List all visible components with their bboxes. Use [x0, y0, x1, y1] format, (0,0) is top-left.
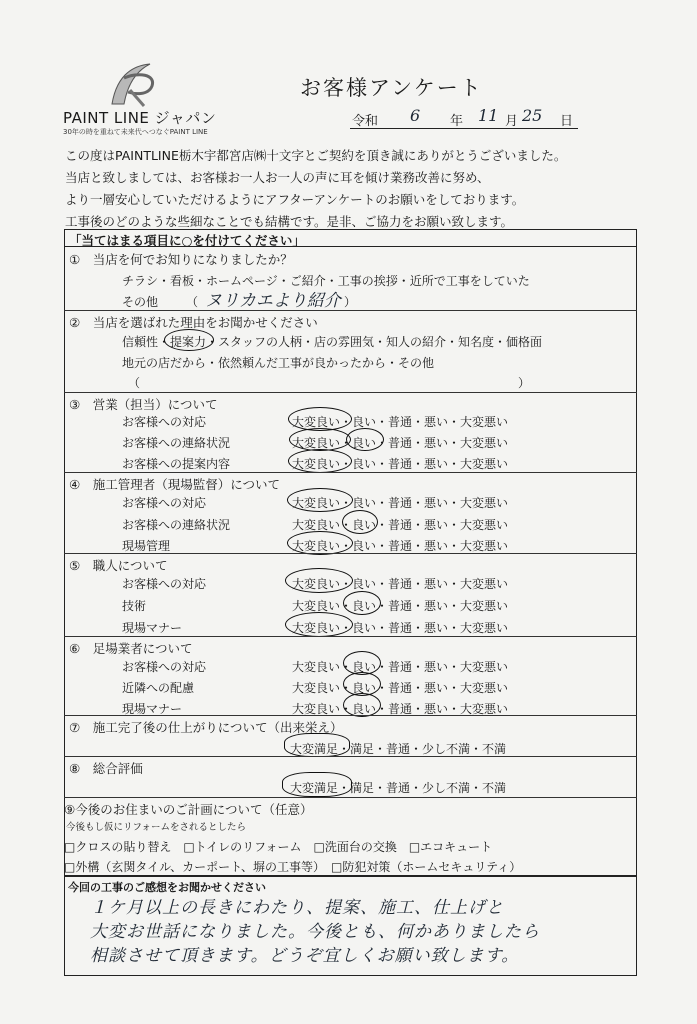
q6-item-2: 近隣への配慮 [122, 681, 195, 695]
q1-other-label: その他 [122, 295, 159, 309]
q6-item-3: 現場マナー [122, 702, 183, 716]
selection-circle [287, 531, 353, 555]
selection-circle [282, 772, 352, 797]
comment-line-1: １ケ月以上の長きにわたり、提案、施工、仕上げと [90, 898, 504, 918]
paintline-logo-mark-icon [98, 60, 160, 110]
comment-line-3: 相談させて頂きます。どうぞ宜しくお願い致します。 [90, 946, 520, 966]
q7-title: ⑦ 施工完了後の仕上がりについて（出来栄え） [69, 720, 343, 735]
q4-item-3: 現場管理 [122, 539, 171, 553]
date-day: 25 [522, 106, 543, 125]
q4-title: ④ 施工管理者（現場監督）について [69, 477, 280, 492]
q2-options-2: 地元の店だから・依然頼んだ工事が良かったから・その他 [122, 356, 435, 370]
q5-item-1: お客様への対応 [122, 577, 207, 591]
q9-title: ⑨今後のお住まいのご計画について（任意） [64, 802, 313, 817]
page-title: お客様アンケート [300, 76, 483, 100]
comment-line-2: 大変お世話になりました。今後とも、何かありましたら [90, 922, 540, 942]
q3-item-3: お客様への提案内容 [122, 457, 231, 471]
divider [64, 797, 637, 798]
q4-rating-1: 大変良い・良い・普通・悪い・大変悪い [292, 496, 509, 510]
date-year: 6 [410, 106, 421, 125]
q2-options-1: 信頼性・提案力・スタッフの人柄・店の雰囲気・知人の紹介・知名度・価格面 [122, 335, 543, 349]
q8-title: ⑧ 総合評価 [69, 761, 143, 776]
divider [64, 715, 637, 716]
q9-options-row-1[interactable]: □クロスの貼り替え □トイレのリフォーム □洗面台の交換 □エコキュート [64, 840, 493, 854]
selection-circle [288, 449, 352, 473]
divider [64, 472, 637, 473]
q3-item-1: お客様への対応 [122, 415, 207, 429]
q3-rating-1: 大変良い・良い・普通・悪い・大変悪い [292, 415, 509, 429]
selection-circle [289, 428, 351, 451]
q2-title: ② 当店を選ばれた理由をお聞かせください [69, 315, 318, 330]
selection-circle [342, 510, 378, 534]
q5-rating-3: 大変良い・良い・普通・悪い・大変悪い [292, 621, 509, 635]
divider [64, 392, 637, 393]
date-era: 令和 [352, 114, 379, 129]
q3-title: ③ 営業（担当）について [69, 397, 218, 412]
date-line [350, 108, 578, 129]
q3-item-2: お客様への連絡状況 [122, 436, 231, 450]
q2-open-paren: （ [128, 376, 141, 390]
selection-circle [285, 568, 353, 593]
date-day-unit: 日 [560, 114, 574, 129]
selection-circle [287, 488, 353, 512]
q9-options-row-2[interactable]: □外構（玄関タイル、カーポート、塀の工事等） □防犯対策（ホームセキュリティ） [64, 860, 522, 874]
q6-rating-2: 大変良い・良い・普通・悪い・大変悪い [292, 681, 509, 695]
divider [64, 553, 637, 554]
q4-item-2: お客様への連絡状況 [122, 518, 231, 532]
q2-close-paren: ） [518, 376, 531, 390]
selection-circle [164, 329, 214, 351]
q6-item-1: お客様への対応 [122, 660, 207, 674]
instruction-header: 「当てはまる項目に○を付けてください」 [64, 229, 637, 246]
selection-circle [346, 428, 384, 451]
divider [64, 310, 637, 311]
q4-rating-2: 大変良い・良い・普通・悪い・大変悪い [292, 518, 509, 532]
intro-line-4: 工事後のどのような些細なことでも結構です。是非、ご協力をお願い致します。 [65, 214, 514, 229]
date-year-unit: 年 [450, 114, 464, 129]
q4-rating-3: 大変良い・良い・普通・悪い・大変悪い [292, 539, 509, 553]
q5-item-2: 技術 [122, 599, 147, 613]
q6-rating-3: 大変良い・良い・普通・悪い・大変悪い [292, 702, 509, 716]
q8-scale: 大変満足・満足・普通・少し不満・不満 [290, 781, 507, 795]
divider [64, 756, 637, 757]
q5-rating-1: 大変良い・良い・普通・悪い・大変悪い [292, 577, 509, 591]
q1-open-paren: （ [186, 295, 199, 309]
date-month: 11 [478, 106, 499, 125]
q3-rating-2: 大変良い・良い・普通・悪い・大変悪い [292, 436, 509, 450]
q9-subtitle: 今後もし仮にリフォームをされるとしたら [66, 822, 247, 833]
q6-title: ⑥ 足場業者について [69, 641, 193, 656]
selection-circle [284, 733, 350, 757]
q1-other-value: ヌリカエより紹介 [205, 291, 341, 311]
logo-tagline: 30年の時を重ねて未来代へつなぐPAINT LINE [63, 128, 208, 136]
intro-line-2: 当店と致しましては、お客様お一人お一人の声に耳を傾け業務改善に努め、 [65, 170, 490, 185]
q5-item-3: 現場マナー [122, 621, 183, 635]
q3-rating-3: 大変良い・良い・普通・悪い・大変悪い [292, 457, 509, 471]
q5-rating-2: 大変良い・良い・普通・悪い・大変悪い [292, 599, 509, 613]
logo-name: PAINT LINE ジャパン [63, 109, 217, 127]
divider [64, 636, 637, 637]
q7-scale: 大変満足・満足・普通・少し不満・不満 [290, 742, 507, 756]
date-month-unit: 月 [505, 114, 519, 129]
q1-options: チラシ・看板・ホームページ・ご紹介・工事の挨拶・近所で工事をしていた [122, 274, 530, 288]
q5-title: ⑤ 職人について [69, 558, 168, 573]
selection-circle [343, 591, 381, 615]
q6-rating-1: 大変良い・良い・普通・悪い・大変悪い [292, 660, 509, 674]
intro-line-3: より一層安心していただけるようにアフターアンケートのお願いをしております。 [65, 192, 525, 207]
q1-close-paren: ） [344, 295, 357, 309]
q1-title: ① 当店を何でお知りになりましたか？ [69, 252, 293, 267]
intro-line-1: この度はPAINTLINE栃木宇都宮店㈱十文字とご契約を頂き誠にありがとうございました。 [65, 148, 567, 163]
selection-circle [285, 612, 353, 637]
selection-circle [343, 693, 381, 717]
q4-item-1: お客様への対応 [122, 496, 207, 510]
comment-title: 今回の工事のご感想をお聞かせください [68, 881, 266, 894]
